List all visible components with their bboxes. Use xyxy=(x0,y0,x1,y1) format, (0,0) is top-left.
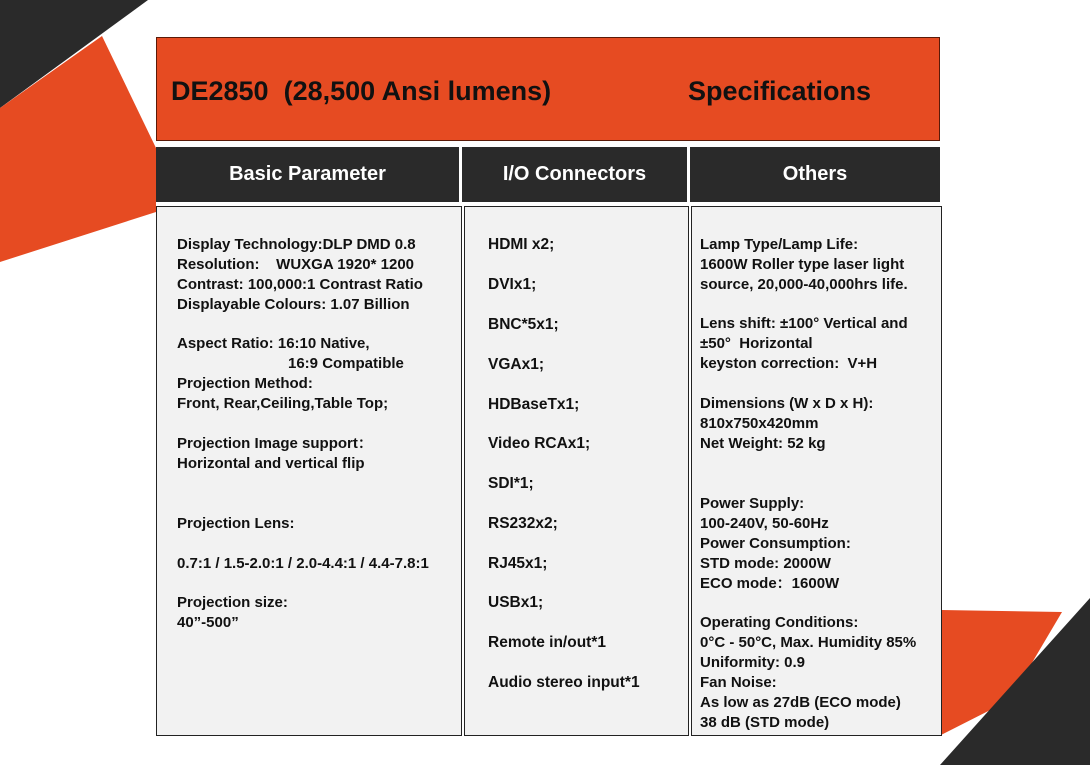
header-others: Others xyxy=(690,147,940,202)
io-item: SDI*1; xyxy=(488,475,534,492)
header-basic-parameter: Basic Parameter xyxy=(156,147,459,202)
spec-std-mode: STD mode: 2000W xyxy=(700,555,831,572)
spec-colours: Displayable Colours: 1.07 Billion xyxy=(177,296,410,313)
io-connectors-panel xyxy=(464,206,689,736)
io-item: RS232x2; xyxy=(488,515,558,532)
specifications-heading: Specifications xyxy=(688,76,872,106)
spec-operating-value: 0°C - 50°C, Max. Humidity 85% xyxy=(700,634,917,651)
spec-image-support-value: Horizontal and vertical flip xyxy=(177,455,365,472)
spec-aspect-ratio-compatible: 16:9 Compatible xyxy=(288,355,404,372)
io-item: BNC*5x1; xyxy=(488,316,559,333)
spec-size-label: Projection size: xyxy=(177,594,288,611)
io-item: RJ45x1; xyxy=(488,555,548,572)
header-io-connectors: I/O Connectors xyxy=(462,147,687,202)
io-item: VGAx1; xyxy=(488,356,544,373)
spec-display-technology: Display Technology:DLP DMD 0.8 xyxy=(177,236,416,253)
io-item: DVIx1; xyxy=(488,276,537,293)
spec-lamp-line1: 1600W Roller type laser light xyxy=(700,256,905,273)
model-title: DE2850 (28,500 Ansi lumens) xyxy=(171,76,552,106)
spec-power-supply-value: 100-240V, 50-60Hz xyxy=(700,515,829,532)
spec-size-value: 40”-500” xyxy=(177,614,239,631)
io-item: USBx1; xyxy=(488,594,544,611)
io-item: Audio stereo input*1 xyxy=(488,674,640,691)
spec-projection-method-label: Projection Method: xyxy=(177,375,313,392)
spec-contrast: Contrast: 100,000:1 Contrast Ratio xyxy=(177,276,423,293)
spec-image-support-label: Projection Image support： xyxy=(177,435,373,452)
spec-resolution: Resolution: WUXGA 1920* 1200 xyxy=(177,256,415,273)
spec-projection-method-value: Front, Rear,Ceiling,Table Top; xyxy=(177,395,389,412)
spec-fan-eco: As low as 27dB (ECO mode) xyxy=(700,694,901,711)
spec-power-consumption-label: Power Consumption: xyxy=(700,535,851,552)
spec-weight: Net Weight: 52 kg xyxy=(700,435,826,452)
spec-lens-shift-horizontal: ±50° Horizontal xyxy=(700,335,813,352)
spec-dimensions-label: Dimensions (W x D x H): xyxy=(700,395,874,412)
spec-lens-label: Projection Lens: xyxy=(177,515,295,532)
io-item: Video RCAx1; xyxy=(488,435,591,452)
spec-lamp-label: Lamp Type/Lamp Life: xyxy=(700,236,859,253)
spec-power-supply-label: Power Supply: xyxy=(700,495,805,512)
spec-keystone: keyston correction: V+H xyxy=(700,355,878,372)
spec-eco-mode: ECO mode：1600W xyxy=(700,575,840,592)
spec-aspect-ratio: Aspect Ratio: 16:10 Native, xyxy=(177,335,370,352)
spec-fan-label: Fan Noise: xyxy=(700,674,777,691)
io-item: HDMI x2; xyxy=(488,236,555,253)
io-item: Remote in/out*1 xyxy=(488,634,606,651)
spec-fan-std: 38 dB (STD mode) xyxy=(700,714,830,731)
others-panel xyxy=(691,206,942,736)
spec-operating-label: Operating Conditions: xyxy=(700,614,859,631)
spec-uniformity: Uniformity: 0.9 xyxy=(700,654,806,671)
basic-parameter-panel xyxy=(156,206,462,736)
spec-lens-shift: Lens shift: ±100° Vertical and xyxy=(700,315,908,332)
io-item: HDBaseTx1; xyxy=(488,396,580,413)
title-bar xyxy=(156,37,940,141)
spec-lens-value: 0.7:1 / 1.5-2.0:1 / 2.0-4.4:1 / 4.4-7.8:1 xyxy=(177,555,429,572)
spec-dimensions-value: 810x750x420mm xyxy=(700,415,819,432)
spec-lamp-line2: source, 20,000-40,000hrs life. xyxy=(700,276,908,293)
